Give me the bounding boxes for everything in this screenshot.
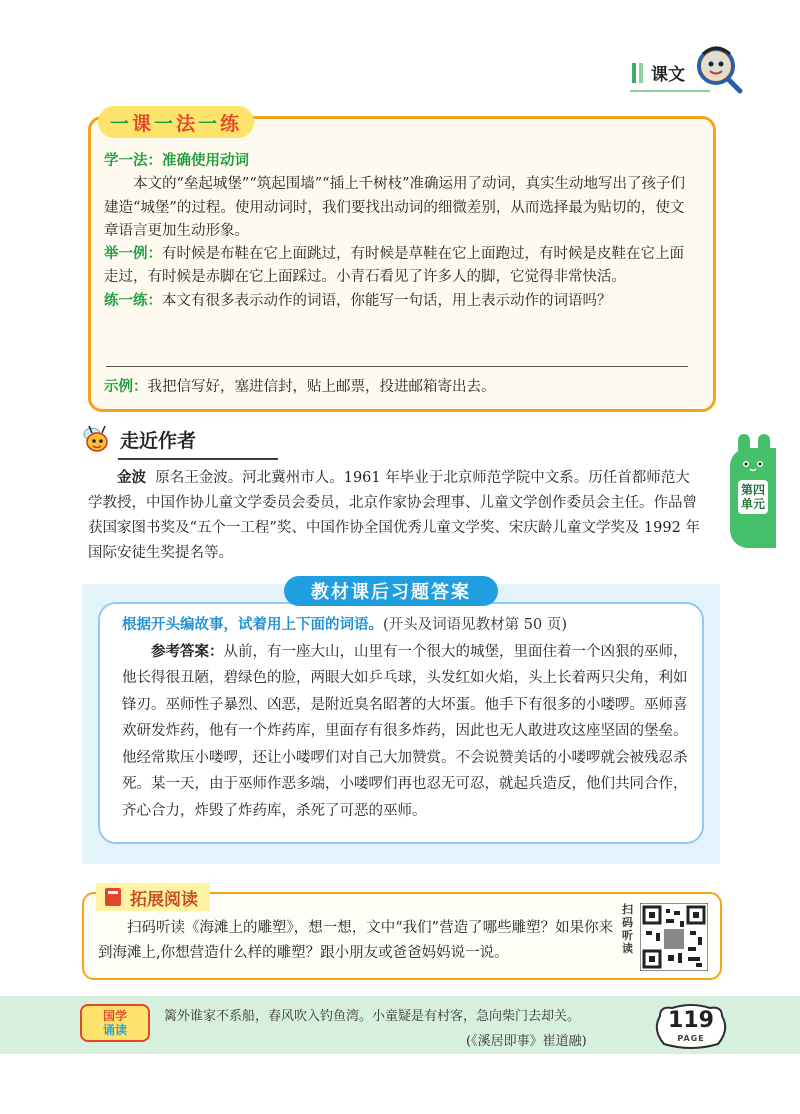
method-box-body xyxy=(104,150,698,313)
answer-label: 参考答案： xyxy=(151,643,224,660)
header-label: 课文 xyxy=(651,65,685,85)
practice-label: 练一练： xyxy=(104,292,162,309)
book-icon xyxy=(104,887,122,907)
unit-side-tab xyxy=(730,448,776,548)
example-paragraph xyxy=(104,243,698,290)
page-number: 119 xyxy=(668,1008,714,1033)
footer-poem: 篱外谁家不系船，春风吹入钓鱼湾。小童疑是有村客，急向柴门去却关。 xyxy=(164,1009,581,1024)
practice-paragraph xyxy=(104,290,698,313)
bee-mascot-icon xyxy=(80,424,114,454)
practice-text: 本文有很多表示动作的词语，你能写一句话，用上表示动作的词语吗？ xyxy=(162,292,612,309)
answer-text: 从前，有一座大山，山里有一个很大的城堡，里面住着一个凶狠的巫师，他长得很丑陋，碧绿色的脸，两眼大如乒乓球，头发红如火焰，头上长着两只尖角，利如锋刃。巫师性子暴烈、凶恶，是附近臭名昭著的大坏蛋。他手下有很多的小喽啰。巫师喜欢研发炸药，他有一个炸药库，里面存有很多炸药，因此也无人敢进攻这座坚固的堡垒。他经常欺压小喽啰，还让小喽啰们对自己大加赞赏。不会说赞美话的小喽啰就会被残忍杀死。某一天，由于巫师作恶多端，小喽啰们再也忍无可忍，就起兵造反，他们共同合作，齐心合力，炸毁了炸药库，杀死了可恶的巫师。 xyxy=(122,643,688,819)
unit-label: 第四单元 xyxy=(738,480,768,514)
page-word: PAGE xyxy=(677,1034,705,1043)
sample-row xyxy=(104,375,496,396)
magnifier-mascot-icon xyxy=(694,42,746,94)
learn-title: 准确使用动词 xyxy=(162,153,249,169)
guoxue-badge: 国学 诵读 xyxy=(80,1004,150,1042)
author-heading-text: 走近作者 xyxy=(120,429,197,452)
learn-text: 本文的“垒起城堡”“筑起围墙”“插上千树枝”准确运用了动词，真实生动地写出了孩子们建造“城堡”的过程。使用动词时，我们要找出动词的细微差别，从而选择最为贴切的，使文章语言更加生动形象。 xyxy=(104,176,685,239)
sample-text: 我把信写好，塞进信封，贴上邮票，投进邮箱寄出去。 xyxy=(147,379,496,395)
answers-title: 教材课后习题答案 xyxy=(284,576,498,606)
answers-body xyxy=(122,612,696,824)
extended-text: 扫码听读《海滩上的雕塑》，想一想，文中“我们”营造了哪些雕塑？如果你来到海滩上,你想营造什么样的雕塑？跟小朋友或爸爸妈妈说一说。 xyxy=(98,920,614,961)
lesson-header xyxy=(632,60,685,85)
example-text: 有时候是布鞋在它上面跳过，有时候是草鞋在它上面跑过，有时候是皮鞋在它上面走过，有时候是赤脚在它上面踩过。小青石看见了许多人的脚，它觉得非常快活。 xyxy=(104,246,684,286)
author-text: 原名王金波。河北冀州市人。1961 年毕业于北京师范学院中文系。历任首都师范大学教授，中国作协儿童文学委员会委员，北京作家协会理事、儿童文学创作委员会主任。作品曾获国家图书奖及“五个一工程”奖、中国作协全国优秀儿童文学奖、宋庆龄儿童文学奖及 1992 年国际安徒生奖提名等。 xyxy=(88,470,700,561)
question-text: 根据开头编故事，试着用上下面的词语。 xyxy=(122,617,383,633)
extended-body xyxy=(98,916,618,966)
footer-poem-source: (《溪居即事》崔道融) xyxy=(466,1034,587,1049)
extended-title: 拓展阅读 xyxy=(96,883,210,911)
qr-code-icon[interactable] xyxy=(640,903,708,971)
learn-row xyxy=(104,150,698,173)
header-rule xyxy=(630,90,710,92)
answer-paragraph xyxy=(122,639,696,825)
tab-face-icon xyxy=(736,456,770,474)
answer-line xyxy=(106,366,688,367)
header-bars xyxy=(632,63,643,83)
example-label: 举一例： xyxy=(104,246,162,263)
question-note: (开头及词语见教材第 50 页) xyxy=(383,617,567,633)
qr-label: 扫码听读 xyxy=(622,903,633,955)
author-name: 金波 xyxy=(117,470,146,486)
author-heading xyxy=(80,424,196,454)
learn-label: 学一法： xyxy=(104,153,162,169)
method-box-title: 一 课 一 法 一 练 xyxy=(98,106,254,138)
question-row xyxy=(122,612,696,639)
sample-label: 示例： xyxy=(104,379,148,395)
author-body xyxy=(88,466,700,566)
